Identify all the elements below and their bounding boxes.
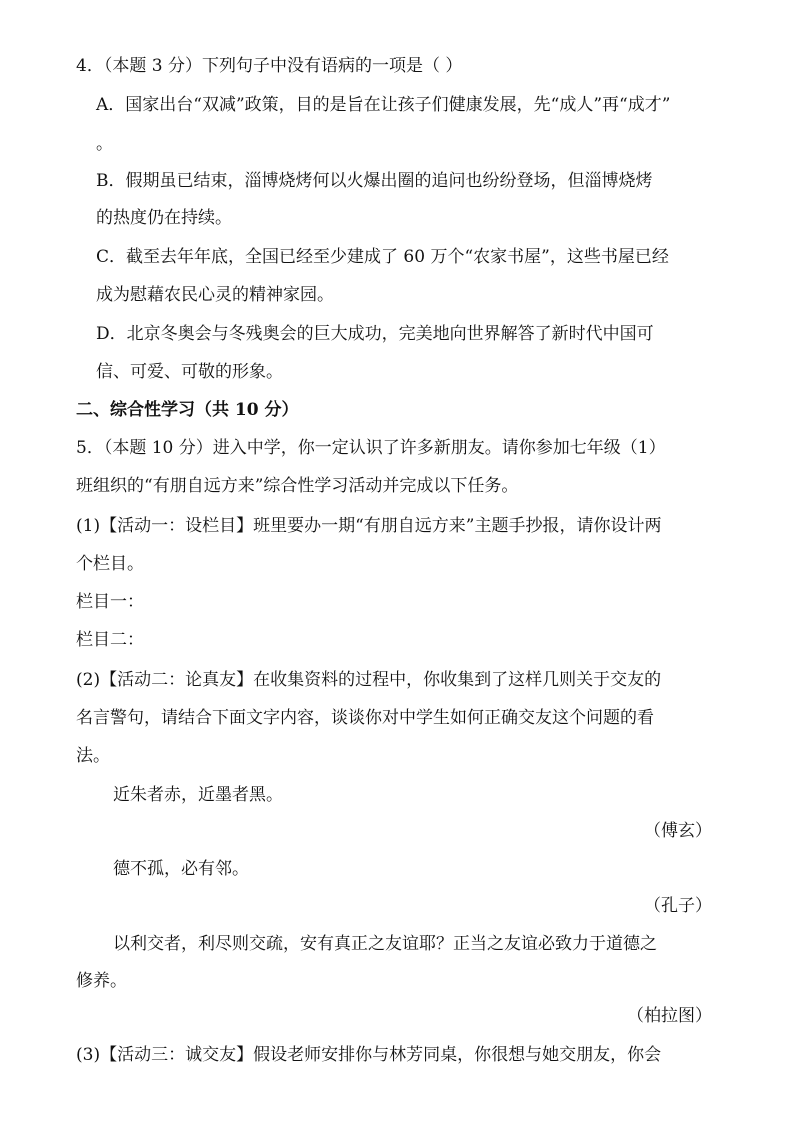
quote-three-cont: 修养。 — [76, 971, 127, 991]
q4-option-a-cont: 。 — [96, 134, 113, 154]
q5-part1: (1)【活动一：设栏目】班里要办一期“有朋自远方来”主题手抄报，请你设计两 — [76, 516, 662, 536]
q4-option-c-cont: 成为慰藉农民心灵的精神家园。 — [96, 285, 334, 305]
q4-option-c: C．截至去年年底，全国已经至少建成了 60 万个“农家书屋”，这些书屋已经 — [96, 247, 669, 267]
section-title: 二、综合性学习（共 10 分） — [76, 400, 299, 420]
quote-three-author: （柏拉图） — [627, 1006, 712, 1026]
q5-part2: (2)【活动二：论真友】在收集资料的过程中，你收集到了这样几则关于交友的 — [76, 670, 662, 690]
quote-two-author: （孔子） — [644, 896, 712, 916]
q4-option-b: B．假期虽已结束，淄博烧烤何以火爆出圈的追问也纷纷登场，但淄博烧烤 — [96, 171, 653, 191]
q4-stem: 4．（本题 3 分）下列句子中没有语病的一项是（ ） — [76, 56, 463, 76]
q5-part2-cont: 名言警句，请结合下面文字内容，谈谈你对中学生如何正确交友这个问题的看 — [76, 708, 654, 728]
quote-one-author: （傅玄） — [644, 821, 712, 841]
q5-part2-cont2: 法。 — [76, 746, 110, 766]
column-two-label: 栏目二： — [76, 630, 144, 650]
quote-two: 德不孤，必有邻。 — [113, 859, 249, 879]
quote-three: 以利交者，利尽则交疏，安有真正之友谊耶？正当之友谊必致力于道德之 — [113, 934, 657, 954]
q4-option-a: A．国家出台“双减”政策，目的是旨在让孩子们健康发展，先“成人”再“成才” — [96, 95, 671, 115]
q4-option-b-cont: 的热度仍在持续。 — [96, 208, 232, 228]
q4-option-d-cont: 信、可爱、可敬的形象。 — [96, 362, 283, 382]
q5-part1-cont: 个栏目。 — [76, 554, 144, 574]
column-one-label: 栏目一： — [76, 592, 144, 612]
q4-option-d: D．北京冬奥会与冬残奥会的巨大成功，完美地向世界解答了新时代中国可 — [96, 324, 654, 344]
q5-part3: (3)【活动三：诚交友】假设老师安排你与林芳同桌，你很想与她交朋友，你会 — [76, 1045, 662, 1065]
q5-stem: 5．（本题 10 分）进入中学，你一定认识了许多新朋友。请你参加七年级（1） — [76, 438, 666, 458]
q5-stem-cont: 班组织的“有朋自远方来”综合性学习活动并完成以下任务。 — [76, 476, 519, 496]
quote-one: 近朱者赤，近墨者黑。 — [113, 785, 283, 805]
